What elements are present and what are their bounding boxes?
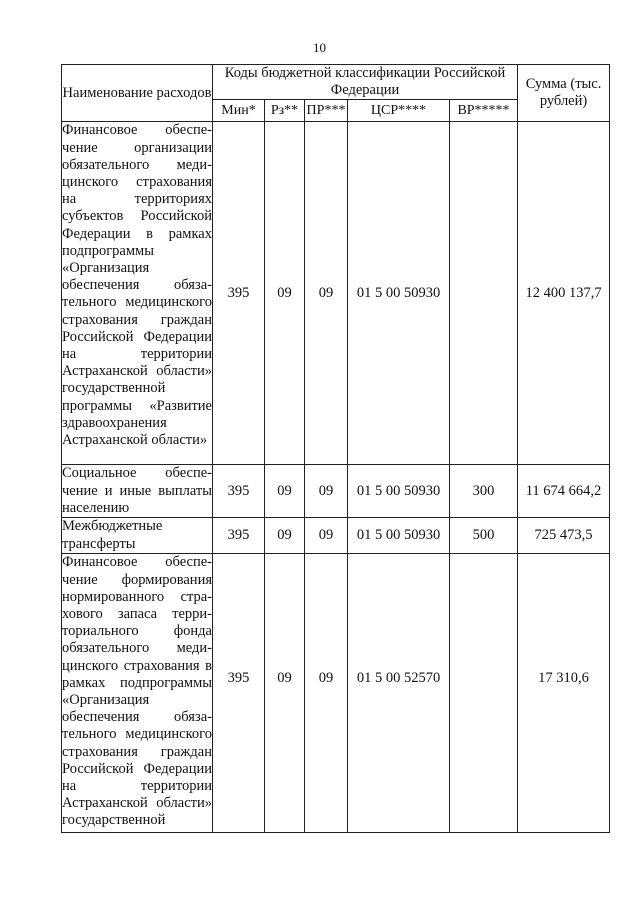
row-csr: 01 5 00 50930 [348, 122, 450, 465]
table-row [62, 518, 610, 554]
header-vr: ВР***** [450, 100, 518, 122]
header-min: Мин* [213, 100, 265, 122]
row-name: Финансовое обеспечение формирования нормированного страхового запаса территориального фонда обязательного медицинского страхования в рамках подпрограммы «Организация обеспечения обязательного медицинского страхования граждан Российской Федерации на территории Астраханской области» государственной [62, 554, 213, 833]
row-name: Межбюджетные трансферты [62, 518, 213, 554]
row-min: 395 [213, 554, 265, 833]
table-row [62, 122, 610, 465]
row-pr: 09 [305, 554, 348, 833]
row-min: 395 [213, 465, 265, 518]
row-rz: 09 [265, 465, 305, 518]
row-pr: 09 [305, 122, 348, 465]
header-pr: ПР*** [305, 100, 348, 122]
row-rz: 09 [265, 122, 305, 465]
header-budget-codes: Коды бюджетной классификации Российской Федерации [213, 65, 518, 100]
row-name: Финансовое обеспечение организации обязательного медицинского страхования на территориях субъектов Российской Федерации в рамках подпрограммы «Организация обеспечения обязательного медицинского страхования граждан Российской Федерации на территории Астраханской области» государственной программы «Развитие здравоохранения Астраханской области» [62, 122, 213, 465]
row-vr: 500 [450, 518, 518, 554]
table-row [62, 465, 610, 518]
row-pr: 09 [305, 465, 348, 518]
row-name: Социальное обеспечение и иные выплаты населению [62, 465, 213, 518]
page-number: 10 [313, 40, 326, 55]
row-rz: 09 [265, 554, 305, 833]
header-sum-column: Сумма (тыс. рублей) [518, 65, 610, 122]
header-rz: Рз** [265, 100, 305, 122]
row-min: 395 [213, 518, 265, 554]
row-sum: 12 400 137,7 [518, 122, 610, 465]
row-pr: 09 [305, 518, 348, 554]
row-sum: 11 674 664,2 [518, 465, 610, 518]
row-vr [450, 122, 518, 465]
row-csr: 01 5 00 50930 [348, 465, 450, 518]
row-rz: 09 [265, 518, 305, 554]
row-csr: 01 5 00 50930 [348, 518, 450, 554]
header-csr: ЦСР**** [348, 100, 450, 122]
table-row [62, 554, 610, 833]
row-min: 395 [213, 122, 265, 465]
budget-table [61, 64, 610, 833]
row-vr: 300 [450, 465, 518, 518]
header-name-column: Наименование расходов [62, 65, 213, 122]
row-vr [450, 554, 518, 833]
row-sum: 17 310,6 [518, 554, 610, 833]
row-sum: 725 473,5 [518, 518, 610, 554]
row-csr: 01 5 00 52570 [348, 554, 450, 833]
